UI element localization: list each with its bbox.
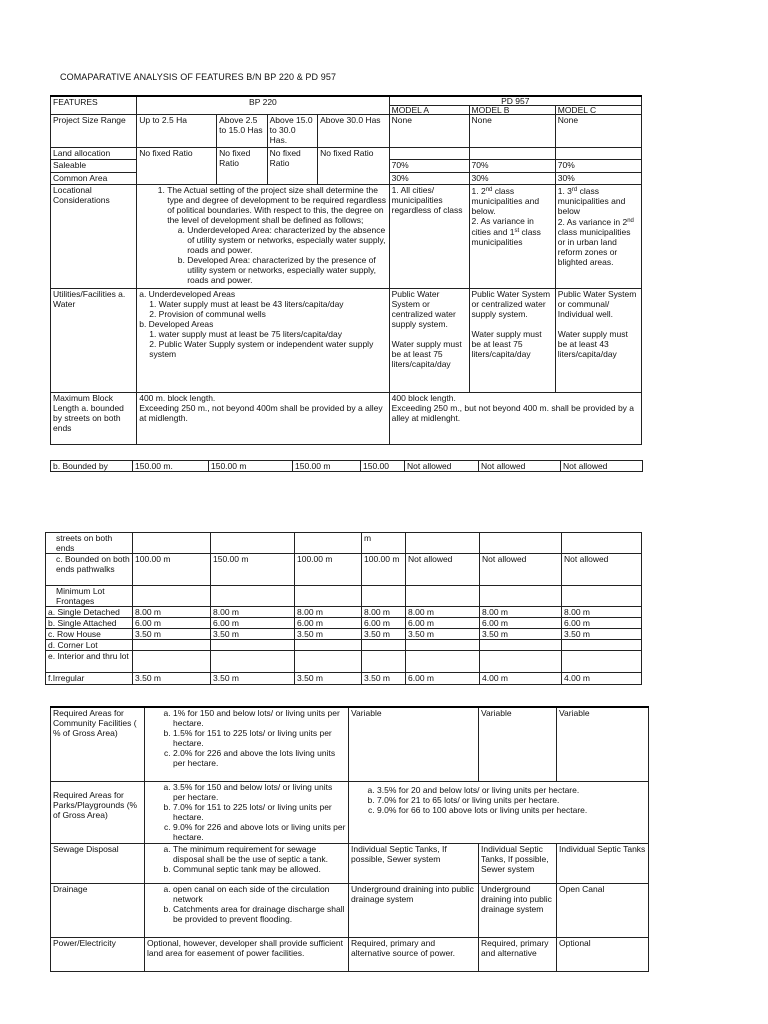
parks-bp220 xyxy=(145,781,349,843)
streets-4: m xyxy=(362,533,406,554)
header-pd957: PD 957 xyxy=(389,96,641,106)
empty-cell xyxy=(295,586,362,607)
table-cell: 8.00 m xyxy=(133,607,211,618)
text-line xyxy=(472,185,553,216)
table-cell: 8.00 m xyxy=(562,607,642,618)
table-cell: 8.00 m xyxy=(480,607,562,618)
text-line: Public Water System or centralized water supply system. xyxy=(471,289,551,319)
list-item: b. 7.0% for 151 to 225 lots/ or living units per hectare. xyxy=(173,802,346,822)
bounded-one-4: 100.00 m xyxy=(362,554,406,586)
empty-cell xyxy=(406,586,480,607)
empty-cell xyxy=(480,651,562,673)
empty-cell xyxy=(480,533,562,554)
text-line: Exceeding 250 m., not beyond 400m shall be provided by a alley at midlength. xyxy=(139,403,383,423)
bounded-by-1: 150.00 m. xyxy=(133,461,209,472)
locational-a: 1. All cities/ municipalities regardless of class xyxy=(389,185,469,289)
sewage-a: Individual Septic Tanks, If possible, Sewer system xyxy=(349,843,479,883)
utilities-b xyxy=(469,289,555,393)
empty-cell xyxy=(295,651,362,673)
sewage-bp220 xyxy=(145,843,349,883)
project-size-b: None xyxy=(469,115,555,148)
header-model-a: MODEL A xyxy=(389,106,469,115)
drainage-bp220 xyxy=(145,883,349,937)
text-line: st xyxy=(514,228,520,234)
table-cell: 4.00 m xyxy=(562,673,642,685)
table-cell: 6.00 m xyxy=(211,618,295,629)
empty-cell xyxy=(406,651,480,673)
drainage-c: Open Canal xyxy=(557,883,649,937)
land-allocation-2: No fixed Ratio xyxy=(217,148,267,185)
empty-cell xyxy=(562,640,642,651)
empty-cell xyxy=(480,640,562,651)
community-b: Variable xyxy=(479,707,557,781)
text-line: a. Underdeveloped Areas xyxy=(139,289,236,299)
list-item: c. 2.0% for 226 and above the lots living units per hectare. xyxy=(173,748,346,768)
bounded-one-b: Not allowed xyxy=(480,554,562,586)
text-line: b. Developed Areas xyxy=(139,319,214,329)
text-line: 2. Provision of communal wells xyxy=(149,309,266,319)
table-cell: 8.00 m xyxy=(362,607,406,618)
table-cell: 6.00 m xyxy=(362,618,406,629)
empty-cell xyxy=(562,533,642,554)
power-a: Required, primary and alternative source of power. xyxy=(349,937,479,971)
text-line: Water supply must be at least 43 liters/capita/day xyxy=(557,329,628,359)
text-line: rd xyxy=(571,187,578,193)
table-cell: 3.50 m xyxy=(133,629,211,640)
community-a: Variable xyxy=(349,707,479,781)
irregular-label: f.Irregular xyxy=(46,673,133,685)
common-area-label: Common Area xyxy=(51,173,137,185)
table-cell: 3.50 m xyxy=(295,629,362,640)
locational-b xyxy=(469,185,555,289)
bounded-one-label: c. Bounded on both ends pathwalks xyxy=(46,554,133,586)
text-line: 400 block length. xyxy=(391,393,456,403)
text-line: 2. As variance in cities and 1 xyxy=(471,216,534,237)
land-allocation-4: No fixed Ratio xyxy=(318,148,390,185)
text-line: The Actual setting of the project size shall determine the type and degree of development to be required regardless of political boundaries. With respect to this, the degree on the level of development shall be defined as follows; xyxy=(167,185,387,225)
project-size-a: None xyxy=(389,115,469,148)
list-item: c. 9.0% for 66 to 100 above lots or living units per hectare. xyxy=(377,805,646,815)
lot-row-label: c. Row House xyxy=(46,629,133,640)
empty-cell xyxy=(362,586,406,607)
document-title: COMAPARATIVE ANALYSIS OF FEATURES B/N BP 220 & PD 957 xyxy=(60,72,337,82)
table-cell: 4.00 m xyxy=(480,673,562,685)
empty-cell xyxy=(480,586,562,607)
text-line: 1. 2 xyxy=(471,186,486,196)
bounded-one-c: Not allowed xyxy=(562,554,642,586)
sewage-c: Individual Septic Tanks xyxy=(557,843,649,883)
land-allocation-1: No fixed Ratio xyxy=(137,148,217,185)
saleable-a: 70% xyxy=(389,160,469,173)
table-cell: 3.50 m xyxy=(211,629,295,640)
table-cell: 6.00 m xyxy=(562,618,642,629)
header-features: FEATURES xyxy=(51,96,137,115)
locational-label: Locational Considerations xyxy=(51,185,137,289)
list-item: b. Catchments area for drainage discharge shall be provided to prevent flooding. xyxy=(173,904,346,924)
list-item: a. 1% for 150 and below lots/ or living units per hectare. xyxy=(173,708,346,728)
community-bp220 xyxy=(145,707,349,781)
table-cell: 3.50 m xyxy=(480,629,562,640)
common-area-b: 30% xyxy=(469,173,555,185)
bounded-by-a: Not allowed xyxy=(405,461,479,472)
project-size-label: Project Size Range xyxy=(51,115,137,148)
header-bp220: BP 220 xyxy=(137,96,389,115)
sewage-label: Sewage Disposal xyxy=(51,843,145,883)
table-cell: 8.00 m xyxy=(295,607,362,618)
max-block-label: Maximum Block Length a. bounded by streets on both ends xyxy=(51,393,137,445)
comparison-table-3 xyxy=(50,706,649,972)
empty-cell xyxy=(555,148,641,160)
header-model-c: MODEL C xyxy=(555,106,641,115)
bounded-by-label: b. Bounded by xyxy=(51,461,133,472)
list-item: a. 3.5% for 20 and below lots/ or living units per hectare. xyxy=(377,785,646,795)
text-line xyxy=(472,319,553,329)
text-line xyxy=(392,329,467,339)
power-label: Power/Electricity xyxy=(51,937,145,971)
table-cell: 8.00 m xyxy=(211,607,295,618)
utilities-bp220 xyxy=(137,289,389,393)
empty-cell xyxy=(133,533,211,554)
text-line: class municipalities or in urban land reform zones or blighted areas. xyxy=(557,227,631,267)
empty-cell xyxy=(562,651,642,673)
table-cell: 6.00 m xyxy=(406,618,480,629)
header-model-b: MODEL B xyxy=(469,106,555,115)
land-allocation-3: No fixed Ratio xyxy=(267,148,317,185)
bounded-by-row xyxy=(50,460,643,472)
text-line: class municipalities and below. xyxy=(471,186,540,216)
drainage-b: Underground draining into public drainage system xyxy=(479,883,557,937)
bounded-by-b: Not allowed xyxy=(479,461,561,472)
text-line: Public Water System or centralized water supply system. xyxy=(391,289,456,329)
comparison-table-1 xyxy=(50,95,642,445)
text-line xyxy=(472,216,553,247)
table-cell: 8.00 m xyxy=(406,607,480,618)
empty-cell xyxy=(211,640,295,651)
text-line: 2. Public Water Supply system or independent water supply system xyxy=(149,339,374,359)
text-line: Public Water System or communal/ Individual well. xyxy=(557,289,637,319)
table-cell: 3.50 m xyxy=(362,673,406,685)
text-line: 1. water supply must at least be 75 liters/capita/day xyxy=(149,329,342,339)
bounded-by-3: 150.00 m xyxy=(293,461,361,472)
text-line: Water supply must be at least 75 liters/capita/day xyxy=(391,339,462,369)
empty-cell xyxy=(133,640,211,651)
locational-sub-b: b. Developed Area: characterized by the presence of utility system or networks, especially water supply, roads and power. xyxy=(187,255,386,285)
table-cell: 6.00 m xyxy=(480,618,562,629)
table-cell: 3.50 m xyxy=(133,673,211,685)
max-block-pd957 xyxy=(389,393,641,445)
project-size-2: Above 2.5 to 15.0 Has xyxy=(217,115,267,148)
common-area-a: 30% xyxy=(389,173,469,185)
empty-cell xyxy=(133,586,211,607)
empty-cell xyxy=(295,533,362,554)
utilities-label: Utilities/Facilities a. Water xyxy=(51,289,137,393)
text-line: nd xyxy=(627,218,634,224)
empty-cell xyxy=(295,640,362,651)
interior-lot-label: e. Interior and thru lot xyxy=(46,651,133,673)
list-item: b. Communal septic tank may be allowed. xyxy=(173,864,346,874)
community-label: Required Areas for Community Facilities ( % of Gross Area) xyxy=(51,707,145,781)
locational-c xyxy=(555,185,641,289)
parks-label: Required Areas for Parks/Playgrounds (% of Gross Area) xyxy=(51,781,145,843)
text-line: class municipalities xyxy=(471,227,541,247)
utilities-a xyxy=(389,289,469,393)
text-line xyxy=(558,319,639,329)
bounded-one-1: 100.00 m xyxy=(133,554,211,586)
land-allocation-label: Land allocation xyxy=(51,148,137,160)
list-item: c. 9.0% for 226 and above lots or living units per hectare. xyxy=(173,822,346,842)
text-line: class municipalities and below xyxy=(557,186,626,216)
list-item: a. open canal on each side of the circulation network xyxy=(173,884,346,904)
table-cell: 6.00 m xyxy=(133,618,211,629)
bounded-by-4: 150.00 xyxy=(361,461,405,472)
text-line xyxy=(558,216,639,267)
saleable-b: 70% xyxy=(469,160,555,173)
empty-cell xyxy=(211,651,295,673)
power-c: Optional xyxy=(557,937,649,971)
project-size-3: Above 15.0 to 30.0 Has. xyxy=(267,115,317,148)
text-line xyxy=(558,185,639,216)
list-item: b. 1.5% for 151 to 225 lots/ or living units per hectare. xyxy=(173,728,346,748)
empty-cell xyxy=(211,586,295,607)
min-lot-label: Minimum Lot Frontages xyxy=(46,586,133,607)
power-b: Required, primary and alternative xyxy=(479,937,557,971)
locational-sub-a: a. Underdeveloped Area: characterized by the absence of utility system or networks, especially water supply, roads and power. xyxy=(187,225,386,255)
empty-cell xyxy=(406,533,480,554)
lot-row-label: a. Single Detached xyxy=(46,607,133,618)
sewage-b: Individual Septic Tanks, If possible, Sewer system xyxy=(479,843,557,883)
list-item: a. 3.5% for 150 and below lots/ or living units per hectare. xyxy=(173,782,346,802)
list-item: a. The minimum requirement for sewage disposal shall be the use of septic a tank. xyxy=(173,844,346,864)
text-line: nd xyxy=(485,187,493,193)
drainage-a: Underground draining into public drainage system xyxy=(349,883,479,937)
bounded-by-c: Not allowed xyxy=(561,461,643,472)
table-cell: 3.50 m xyxy=(406,629,480,640)
project-size-1: Up to 2.5 Ha xyxy=(137,115,217,148)
comparison-table-2 xyxy=(45,532,642,685)
locational-item-1 xyxy=(167,185,386,285)
empty-cell xyxy=(469,148,555,160)
empty-cell xyxy=(133,651,211,673)
utilities-c xyxy=(555,289,641,393)
project-size-4: Above 30.0 Has xyxy=(318,115,390,148)
empty-cell xyxy=(562,586,642,607)
text-line: Exceeding 250 m., but not beyond 400 m. shall be provided by a alley at midlenght. xyxy=(391,403,635,423)
empty-cell xyxy=(211,533,295,554)
power-bp220: Optional, however, developer shall provide sufficient land area for easement of power facilities. xyxy=(145,937,349,971)
max-block-bp220 xyxy=(137,393,389,445)
list-item: b. 7.0% for 21 to 65 lots/ or living units per hectare. xyxy=(377,795,646,805)
text-line: 1. Water supply must at least be 43 liters/capita/day xyxy=(149,299,344,309)
table-cell: 3.50 m xyxy=(362,629,406,640)
table-cell: 6.00 m xyxy=(295,618,362,629)
table-cell: 3.50 m xyxy=(211,673,295,685)
text-line: 400 m. block length. xyxy=(139,393,216,403)
locational-bp220 xyxy=(137,185,389,289)
corner-lot-label: d. Corner Lot xyxy=(46,640,133,651)
bounded-one-3: 100.00 m xyxy=(295,554,362,586)
parks-pd957 xyxy=(349,781,649,843)
empty-cell xyxy=(389,148,469,160)
saleable-c: 70% xyxy=(555,160,641,173)
table-cell: 6.00 m xyxy=(406,673,480,685)
bounded-by-2: 150.00 m xyxy=(209,461,293,472)
table-cell: 3.50 m xyxy=(295,673,362,685)
saleable-label: Saleable xyxy=(51,160,137,173)
empty-cell xyxy=(362,651,406,673)
bounded-one-2: 150.00 m xyxy=(211,554,295,586)
text-line: Water supply must be at least 75 liters/capita/day xyxy=(471,329,542,359)
empty-cell xyxy=(406,640,480,651)
lot-row-label: b. Single Attached xyxy=(46,618,133,629)
community-c: Variable xyxy=(557,707,649,781)
table-cell: 3.50 m xyxy=(562,629,642,640)
project-size-c: None xyxy=(555,115,641,148)
common-area-c: 30% xyxy=(555,173,641,185)
text-line: 1. 3 xyxy=(557,186,572,196)
bounded-one-a: Not allowed xyxy=(406,554,480,586)
empty-cell xyxy=(362,640,406,651)
streets-label: streets on both ends xyxy=(46,533,133,554)
drainage-label: Drainage xyxy=(51,883,145,937)
text-line: 2. As variance in 2 xyxy=(557,217,628,227)
